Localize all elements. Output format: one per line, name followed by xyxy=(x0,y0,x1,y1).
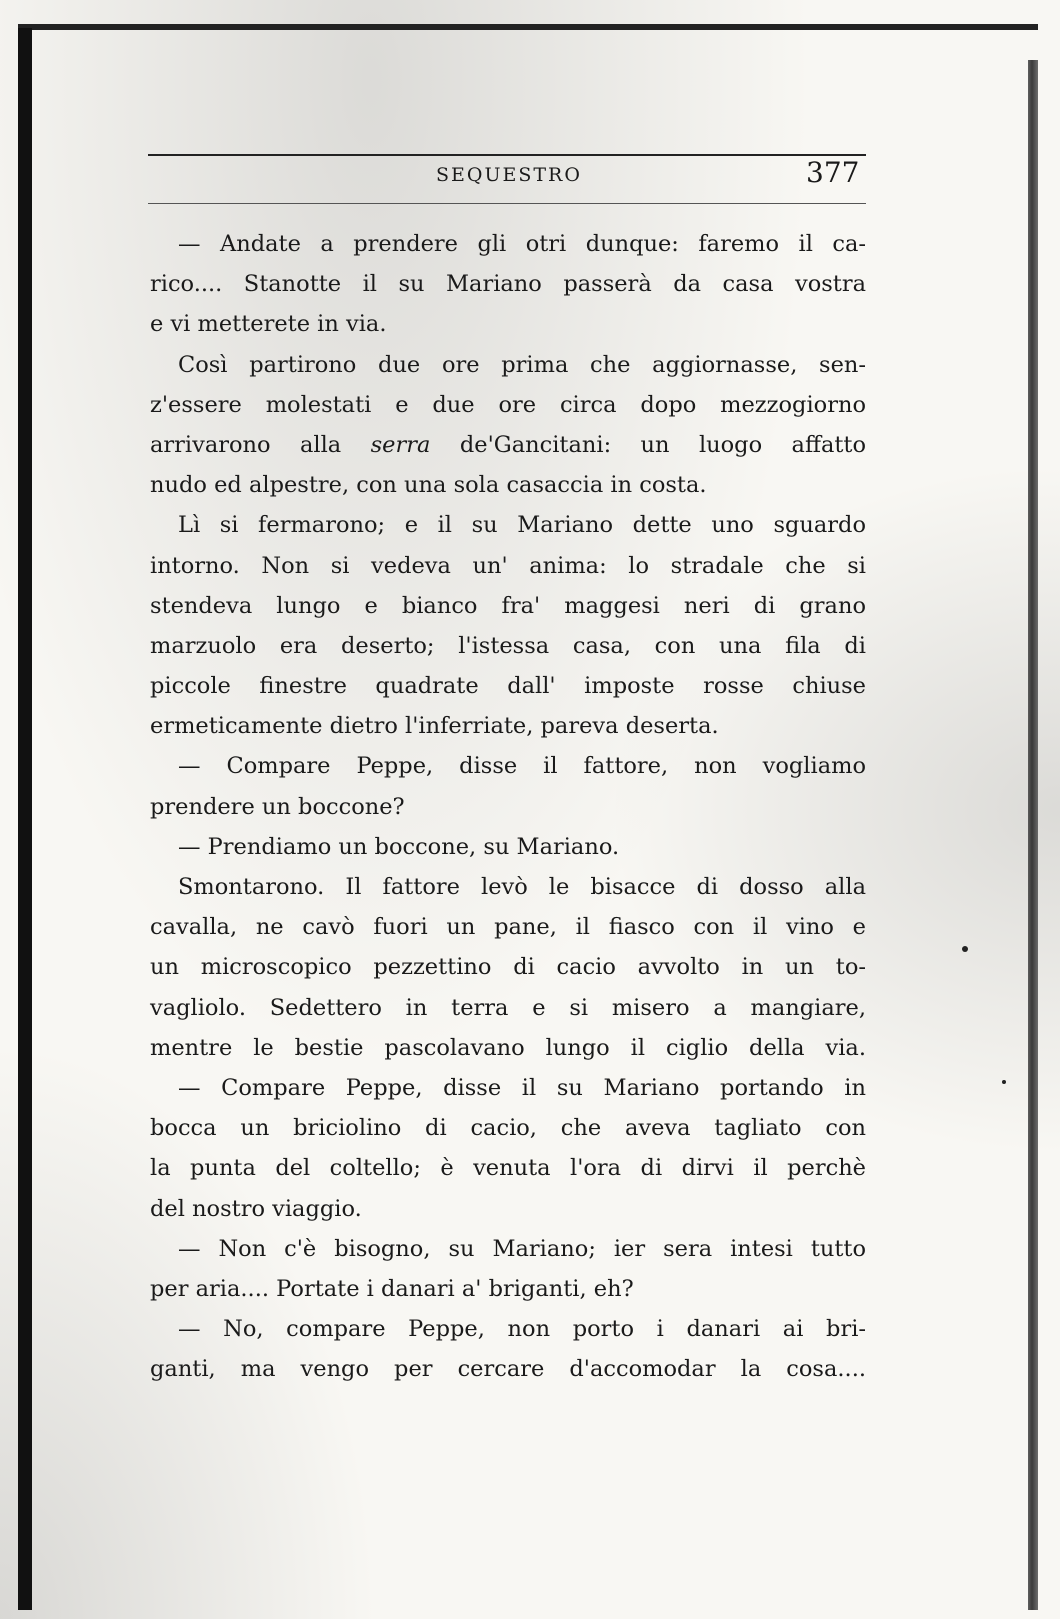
body-text xyxy=(150,224,866,1389)
text-line: arrivarono alla serra de'Gancitani: un luogo affatto xyxy=(150,431,866,458)
text-line: per aria.... Portate i danari a' briganti, eh? xyxy=(150,1275,634,1302)
text-line: un microscopico pezzettino di cacio avvolto in un to- xyxy=(150,954,866,981)
text-line: ermeticamente dietro l'inferriate, pareva deserta. xyxy=(150,713,719,740)
text-line: prendere un boccone? xyxy=(150,793,405,820)
text-line: rico.... Stanotte il su Mariano passerà da casa vostra xyxy=(150,271,866,298)
text-line: piccole finestre quadrate dall' imposte rosse chiuse xyxy=(150,673,866,700)
text-line: marzuolo era deserto; l'istessa casa, con una fila di xyxy=(150,632,866,659)
text-line: la punta del coltello; è venuta l'ora di dirvi il perchè xyxy=(150,1155,866,1182)
text-line: nudo ed alpestre, con una sola casaccia in costa. xyxy=(150,472,707,499)
scan-left-edge xyxy=(18,28,32,1610)
text-line: — No, compare Peppe, non porto i danari ai bri- xyxy=(178,1316,866,1343)
text-line: — Prendiamo un boccone, su Mariano. xyxy=(178,833,620,860)
text-line: stendeva lungo e bianco fra' maggesi neri di grano xyxy=(150,592,866,619)
text-line: e vi metterete in via. xyxy=(150,311,387,338)
ink-speck xyxy=(1002,1080,1006,1084)
text-line: z'essere molestati e due ore circa dopo mezzogiorno xyxy=(150,391,866,418)
text-line: Lì si fermarono; e il su Mariano dette uno sguardo xyxy=(178,512,866,539)
text-line: — Andate a prendere gli otri dunque: faremo il ca- xyxy=(178,231,866,257)
text-line: ganti, ma vengo per cercare d'accomodar la cosa.... xyxy=(150,1356,866,1383)
text-line: Smontarono. Il fattore levò le bisacce di dosso alla xyxy=(178,874,866,900)
text-line: bocca un briciolino di cacio, che aveva tagliato con xyxy=(150,1115,866,1142)
text-line: intorno. Non si vedeva un' anima: lo stradale che si xyxy=(150,552,866,579)
text-line: Così partirono due ore prima che aggiornasse, sen- xyxy=(178,351,866,378)
page-number: 377 xyxy=(806,156,860,189)
scan-right-edge xyxy=(1028,60,1038,1610)
text-line: vagliolo. Sedettero in terra e si misero a mangiare, xyxy=(150,994,866,1021)
running-title: SEQUESTRO xyxy=(436,164,582,186)
text-line: — Compare Peppe, disse il fattore, non vogliamo xyxy=(178,753,866,780)
text-line: — Compare Peppe, disse il su Mariano portando in xyxy=(178,1074,866,1101)
header-rule-top xyxy=(148,154,866,156)
italic-word: serra xyxy=(370,431,431,458)
ink-speck xyxy=(962,946,968,952)
text-line: del nostro viaggio. xyxy=(150,1195,362,1222)
text-line: — Non c'è bisogno, su Mariano; ier sera intesi tutto xyxy=(178,1235,866,1262)
scan-top-edge xyxy=(18,24,1038,30)
text-line: mentre le bestie pascolavano lungo il ciglio della via. xyxy=(150,1034,866,1061)
text-line: cavalla, ne cavò fuori un pane, il fiasco con il vino e xyxy=(150,914,866,941)
header-rule-bottom xyxy=(148,203,866,204)
